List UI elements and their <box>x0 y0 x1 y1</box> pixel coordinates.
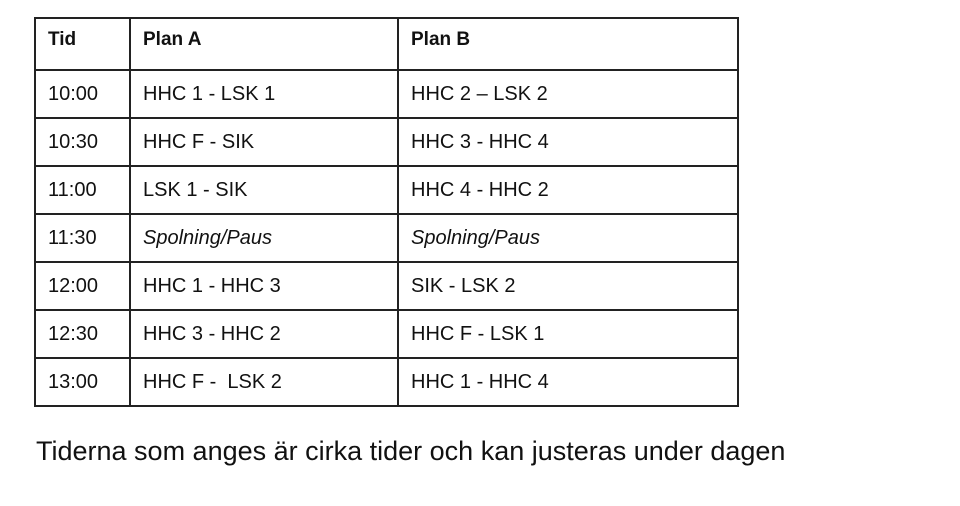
time-cell: 10:00 <box>35 70 130 118</box>
header-plan-b: Plan B <box>398 18 738 70</box>
time-cell: 13:00 <box>35 358 130 406</box>
header-plan-a: Plan A <box>130 18 398 70</box>
table-row <box>35 166 738 214</box>
header-time: Tid <box>35 18 130 70</box>
plan-b-cell: HHC 1 - HHC 4 <box>398 358 738 406</box>
plan-a-cell: HHC F - SIK <box>130 118 398 166</box>
table-row <box>35 214 738 262</box>
plan-b-cell: Spolning/Paus <box>398 214 738 262</box>
plan-b-cell: SIK - LSK 2 <box>398 262 738 310</box>
plan-b-cell: HHC 3 - HHC 4 <box>398 118 738 166</box>
plan-a-cell: HHC F - LSK 2 <box>130 358 398 406</box>
table-row <box>35 118 738 166</box>
plan-a-cell: HHC 1 - LSK 1 <box>130 70 398 118</box>
footnote-text: Tiderna som anges är cirka tider och kan justeras under dagen <box>36 436 786 466</box>
schedule-table <box>34 17 739 407</box>
plan-a-cell: HHC 1 - HHC 3 <box>130 262 398 310</box>
table-row <box>35 262 738 310</box>
time-cell: 10:30 <box>35 118 130 166</box>
time-cell: 11:30 <box>35 214 130 262</box>
table-header-row <box>35 18 738 70</box>
time-cell: 12:00 <box>35 262 130 310</box>
time-cell: 11:00 <box>35 166 130 214</box>
plan-b-cell: HHC 4 - HHC 2 <box>398 166 738 214</box>
time-cell: 12:30 <box>35 310 130 358</box>
table-row <box>35 70 738 118</box>
plan-b-cell: HHC 2 – LSK 2 <box>398 70 738 118</box>
plan-a-cell: HHC 3 - HHC 2 <box>130 310 398 358</box>
plan-a-cell: LSK 1 - SIK <box>130 166 398 214</box>
table-row <box>35 310 738 358</box>
table-row <box>35 358 738 406</box>
plan-b-cell: HHC F - LSK 1 <box>398 310 738 358</box>
plan-a-cell: Spolning/Paus <box>130 214 398 262</box>
